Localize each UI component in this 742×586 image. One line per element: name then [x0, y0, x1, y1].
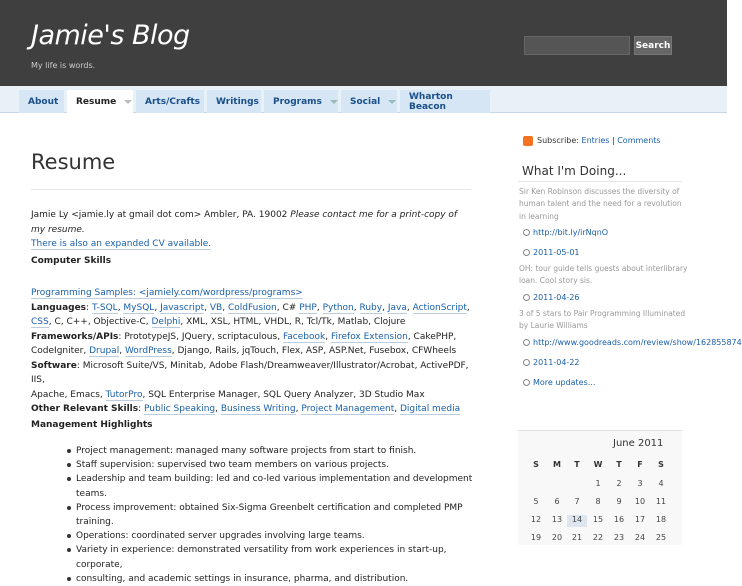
skills-block: Programming Samples: <jamiely.com/wordpress/programs> Languages: T-SQL, MySQL, Javascript, VB, ColdFusion, C# PHP, Python, Ruby, Java, ActionScript, CSS, C, C++, Objective-C, Delphi, XML, XSL, HTML, VHDL, R, Tcl/Tk, Matlab, Clojure Frameworks/APIs: PrototypeJS, JQuery, scriptaculous, Facebook, Firefox Extension, CakePHP, CodeIgniter, Drupal, WordPress, Django, Rails, jqTouch, Flex, ASP, ASP.Net, Fusebox, CFWheels Software: Microsoft Suite/VS, Minitab, Adobe Flash/Dreamweaver/Illustrator/Acrobat, ActivePDF, IIS, Apache, Emacs, TutorPro, SQL Enterprise Manager, SQL Query Analyzer, 3D Studio Max Other Relevant Skills: Public Speaking, Business Writing, Project Management, Digital media	[31, 288, 470, 414]
search-button[interactable]: Search	[634, 36, 672, 55]
calendar-day[interactable]: 17	[634, 515, 646, 524]
nav-label: Arts/Crafts	[145, 96, 201, 107]
calendar-day[interactable]: 12	[530, 515, 542, 524]
subscribe-separator: |	[611, 136, 615, 145]
calendar-day	[547, 479, 567, 491]
site-title[interactable]: Jamie's Blog	[31, 20, 190, 51]
management-highlights-heading: Management Highlights	[31, 420, 153, 430]
skill-link[interactable]: Java	[387, 302, 407, 313]
calendar-day[interactable]: 16	[613, 515, 625, 524]
search-input[interactable]	[524, 36, 630, 55]
tweet-link[interactable]	[523, 338, 742, 347]
more-updates-text: More updates...	[533, 378, 596, 387]
skill-link[interactable]: Firefox Extension	[330, 331, 408, 342]
calendar-day[interactable]: 2	[616, 479, 622, 488]
calendar-weekday: M	[553, 460, 561, 469]
nav-item-wharton-beacon[interactable]	[400, 90, 490, 113]
rss-icon[interactable]	[523, 136, 533, 146]
nav-label: Programs	[273, 96, 322, 107]
calendar-day	[526, 479, 546, 491]
calendar-day[interactable]: 22	[592, 533, 604, 542]
nav-label: Writings	[216, 96, 259, 107]
calendar-day[interactable]: 8	[595, 497, 601, 506]
calendar-weekday: S	[658, 460, 664, 469]
skill-link[interactable]: Business Writing	[220, 404, 296, 414]
tweet-text: 3 of 5 stars to Pair Programming Illuminated by Laurie Williams	[519, 309, 686, 331]
calendar-day[interactable]: 9	[616, 497, 622, 506]
main-navigation	[0, 86, 727, 113]
calendar-day[interactable]: 3	[637, 479, 643, 488]
skill-link[interactable]: Python	[322, 302, 354, 313]
contact-line: Jamie Ly <jamie.ly at gmail dot com> Ambler, PA. 19002	[31, 210, 288, 220]
calendar-day[interactable]: 23	[613, 533, 625, 542]
tweet-date-text: 2011-05-01	[533, 248, 580, 257]
clock-icon	[523, 249, 530, 256]
nav-item-social[interactable]	[341, 90, 397, 113]
calendar-day[interactable]: 1	[595, 479, 601, 488]
skill-link[interactable]: VB	[209, 302, 223, 313]
skill-link[interactable]: WordPress	[124, 346, 172, 356]
calendar-day[interactable]: 7	[574, 497, 580, 506]
skill-link[interactable]: Delphi	[151, 317, 181, 327]
list-item: Leadership and team building: led and co-led various implementation and development teams.	[76, 472, 476, 500]
skill-link[interactable]: Digital media	[400, 404, 461, 414]
skill-text: , SQL Enterprise Manager, SQL Query Analyzer, 3D Studio Max	[142, 389, 425, 400]
expanded-cv-link[interactable]: There is also an expanded CV available.	[31, 239, 212, 249]
list-item: Operations: coordinated server upgrades involving large teams.	[76, 529, 476, 543]
calendar-weekday: S	[533, 460, 539, 469]
software-label: Software	[31, 360, 77, 371]
chevron-down-icon	[330, 100, 338, 104]
subscribe-comments-link[interactable]: Comments	[617, 136, 661, 145]
tweet-text: OH: tour guide tells guests about interlibrary loan. Cool story sis.	[519, 264, 688, 286]
clock-icon	[523, 229, 530, 236]
list-item-continuation: consulting, and academic settings in insurance, pharma, and distribution.	[76, 572, 476, 586]
calendar-day[interactable]: 25	[655, 533, 667, 542]
skill-link[interactable]: Drupal	[89, 346, 120, 356]
skill-text: PrototypeJS, JQuery, scriptaculous,	[124, 331, 281, 342]
skill-link[interactable]: Project Management	[301, 404, 395, 414]
skill-link[interactable]: ColdFusion	[227, 302, 277, 313]
tweet-text: Sir Ken Robinson discusses the diversity of human talent and the need for a revolution in learning	[519, 187, 682, 221]
skill-text: C, C++, Objective-C,	[54, 317, 149, 327]
tweet-link-text: http://www.goodreads.com/review/show/162855874	[533, 338, 742, 347]
nav-item-programs[interactable]	[264, 90, 338, 113]
more-updates-link[interactable]	[523, 378, 595, 387]
calendar-day[interactable]: 11	[655, 497, 667, 506]
other-skills-label: Other Relevant Skills	[31, 404, 139, 414]
skill-text: C#	[282, 302, 297, 313]
skill-text: Apache, Emacs,	[31, 389, 103, 400]
clock-icon	[523, 379, 530, 386]
computer-skills-heading: Computer Skills	[31, 256, 112, 266]
intro-block	[31, 208, 471, 252]
subscribe-label: Subscribe:	[537, 136, 579, 145]
calendar-day[interactable]: 24	[634, 533, 646, 542]
skill-link[interactable]: Ruby	[359, 302, 383, 313]
clock-icon	[523, 294, 530, 301]
calendar-day[interactable]: 18	[655, 515, 667, 524]
nav-item-resume[interactable]	[67, 90, 133, 113]
nav-label: Resume	[76, 96, 117, 107]
calendar-weekday: T	[574, 460, 580, 469]
skill-link[interactable]: Facebook	[282, 331, 326, 342]
highlights-list	[76, 444, 476, 586]
calendar-weekday: W	[593, 460, 603, 469]
nav-item-about[interactable]	[19, 90, 64, 113]
skill-link[interactable]: ActionScript	[412, 302, 467, 313]
skill-text: CodeIgniter,	[31, 346, 87, 356]
clock-icon	[523, 359, 530, 366]
tweet-date-text: 2011-04-22	[533, 358, 580, 367]
skill-link[interactable]: TutorPro	[105, 389, 143, 400]
skill-link[interactable]: Javascript	[160, 302, 205, 313]
site-tagline: My life is words.	[31, 61, 96, 70]
list-item: Process improvement: obtained Six-Sigma Greenbelt certification and completed PMP training.	[76, 501, 476, 529]
skill-link[interactable]: MySQL	[123, 302, 155, 313]
whats-doing-title: What I'm Doing...	[522, 164, 627, 178]
calendar-title: June 2011	[613, 438, 664, 449]
skill-link[interactable]: CSS	[31, 317, 49, 327]
nav-label: About	[28, 96, 59, 107]
calendar-day[interactable]: 20	[551, 533, 563, 542]
list-item: Project management: managed many software projects from start to finish.	[76, 444, 476, 458]
frameworks-label: Frameworks/APIs	[31, 331, 119, 342]
calendar-day[interactable]: 13	[551, 515, 563, 524]
page-title: Resume	[31, 150, 116, 174]
skill-text: XML, XSL, HTML, VHDL, R, Tcl/Tk, Matlab, Clojure	[186, 317, 406, 327]
chevron-down-icon	[388, 100, 396, 104]
skill-link[interactable]: T-SQL	[91, 302, 118, 313]
tweet-date[interactable]	[523, 293, 580, 302]
site-header	[0, 0, 727, 86]
list-item: Variety in experience: demonstrated versatility from work experiences in start-up, corporate,	[76, 543, 476, 571]
calendar-day[interactable]: 19	[530, 533, 542, 542]
tweet-date[interactable]	[523, 248, 580, 257]
nav-label: Social	[350, 96, 381, 107]
nav-label: Wharton Beacon	[409, 91, 453, 112]
tweet-date-text: 2011-04-26	[533, 293, 580, 302]
languages-label: Languages	[31, 302, 87, 313]
chevron-down-icon	[124, 100, 132, 104]
nav-item-writings[interactable]	[207, 90, 261, 113]
clock-icon	[523, 339, 530, 346]
title-divider	[31, 189, 471, 190]
nav-item-arts-crafts[interactable]	[136, 90, 204, 113]
sidebar-divider	[518, 181, 682, 182]
calendar-day	[567, 479, 587, 491]
calendar-weekday: F	[637, 460, 643, 469]
tweet-date[interactable]	[523, 358, 580, 367]
skill-text: : Microsoft Suite/VS, Minitab, Adobe Flash/Dreamweaver/Illustrator/Acrobat, ActivePDF, IIS,	[31, 360, 469, 385]
calendar-day[interactable]: 4	[658, 479, 664, 488]
calendar-day[interactable]: 15	[592, 515, 604, 524]
skill-text: , CakePHP,	[407, 331, 457, 342]
skill-link[interactable]: PHP	[299, 302, 317, 313]
calendar-day[interactable]: 10	[634, 497, 646, 506]
list-item: Staff supervision: supervised two team members on various projects.	[76, 458, 476, 472]
calendar-day[interactable]: 21	[571, 533, 583, 542]
calendar-day[interactable]: 5	[533, 497, 539, 506]
calendar-day[interactable]: 14	[567, 515, 587, 527]
calendar-day[interactable]: 6	[554, 497, 560, 506]
calendar-weekday: T	[616, 460, 622, 469]
tweet-link-text: http://bit.ly/irNqnO	[533, 228, 609, 237]
programming-samples-link[interactable]: Programming Samples: <jamiely.com/wordpress/programs>	[31, 288, 303, 298]
skill-link[interactable]: Public Speaking	[144, 404, 216, 414]
print-copy-note: Please contact me for a print-copy of my resume.	[31, 210, 458, 235]
tweet-link[interactable]	[523, 228, 608, 237]
skill-text: , Django, Rails, jqTouch, Flex, ASP, ASP.Net, Fusebox, CFWheels	[171, 346, 457, 356]
subscribe-line	[537, 136, 661, 145]
subscribe-entries-link[interactable]: Entries	[581, 136, 610, 145]
